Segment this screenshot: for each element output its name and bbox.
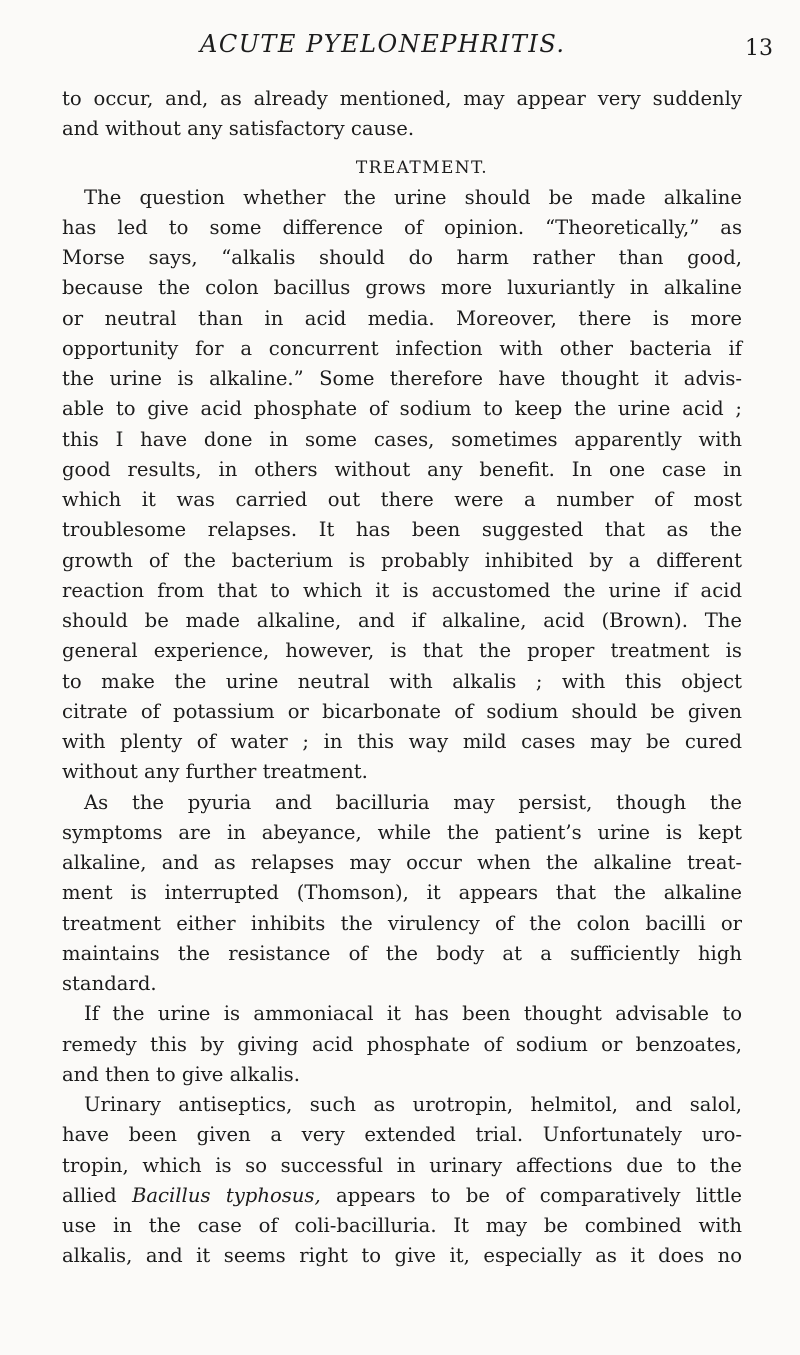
page-number: 13 [745, 36, 773, 61]
text-line: or neutral than in acid media. Moreover, there is more [62, 306, 742, 330]
body-text [62, 84, 742, 1272]
text-line: reaction from that to which it is accustomed the urine if acid [62, 578, 742, 602]
text-line: The question whether the urine should be made alkaline [84, 185, 742, 209]
text-line: able to give acid phosphate of sodium to keep the urine acid ; [62, 397, 742, 421]
text-line: citrate of potassium or bicarbonate of sodium should be given [62, 699, 742, 723]
paragraph-2 [62, 788, 742, 1000]
paragraph-1 [62, 183, 742, 788]
text-line: use in the case of coli-bacilluria. It may be combined with [62, 1214, 742, 1237]
text-run: appears to be of comparatively little [320, 1183, 742, 1207]
text-line: this I have done in some cases, sometimes apparently with [62, 427, 742, 451]
text-line: opportunity for a concurrent infection with other bacteria if [62, 336, 742, 360]
section-heading: TREATMENT. [355, 157, 489, 178]
text-line: symptoms are in abeyance, while the patient’s urine is kept [62, 820, 742, 844]
text-line: to occur, and, as already mentioned, may appear very suddenly [62, 87, 742, 110]
text-line: without any further treatment. [62, 760, 368, 784]
running-header [0, 30, 800, 66]
text-line: maintains the resistance of the body at a sufficiently high [62, 941, 742, 965]
text-line: growth of the bacterium is probably inhibited by a different [62, 548, 742, 572]
text-line: have been given a very extended trial. Unfortunately uro- [62, 1123, 742, 1147]
text-line: If the urine is ammoniacal it has been thought advisable to [84, 1002, 742, 1026]
text-line: because the colon bacillus grows more luxuriantly in alkaline [62, 276, 742, 300]
text-line: As the pyuria and bacilluria may persist, though the [84, 790, 742, 814]
italic-term: Bacillus typhosus, [131, 1183, 321, 1207]
text-line: ment is interrupted (Thomson), it appears that the alkaline [62, 881, 742, 905]
text-line: and then to give alkalis. [62, 1062, 300, 1086]
text-line: tropin, which is so successful in urinary affections due to the [62, 1153, 742, 1177]
paragraph-4 [62, 1090, 742, 1272]
text-line: general experience, however, is that the proper treatment is [62, 639, 742, 663]
text-line: treatment either inhibits the virulency of the colon bacilli or [62, 911, 742, 935]
text-line: should be made alkaline, and if alkaline, acid (Brown). The [62, 609, 742, 632]
text-line: and without any satisfactory cause. [62, 117, 415, 141]
text-line: troublesome relapses. It has been suggested that as the [62, 518, 742, 542]
text-line [62, 1181, 742, 1211]
running-title: ACUTE PYELONEPHRITIS. [200, 30, 566, 58]
text-line: Morse says, “alkalis should do harm rather than good, [62, 246, 742, 269]
text-run: allied [62, 1183, 132, 1207]
text-line: remedy this by giving acid phosphate of sodium or benzoates, [62, 1032, 742, 1056]
text-line: has led to some difference of opinion. “Theoretically,” as [62, 215, 742, 239]
text-line: standard. [62, 972, 157, 995]
text-line: Urinary antiseptics, such as urotropin, helmitol, and salol, [84, 1093, 742, 1116]
text-line: the urine is alkaline.” Some therefore have thought it advis- [62, 367, 742, 390]
text-line: good results, in others without any benefit. In one case in [62, 457, 742, 481]
text-line: with plenty of water ; in this way mild cases may be cured [62, 730, 742, 753]
paragraph-3 [62, 999, 742, 1090]
text-line: alkalis, and it seems right to give it, especially as it does no [62, 1244, 742, 1268]
text-line: alkaline, and as relapses may occur when the alkaline treat- [62, 851, 742, 874]
text-line: which it was carried out there were a number of most [62, 488, 742, 511]
text-line: to make the urine neutral with alkalis ; with this object [62, 669, 742, 693]
